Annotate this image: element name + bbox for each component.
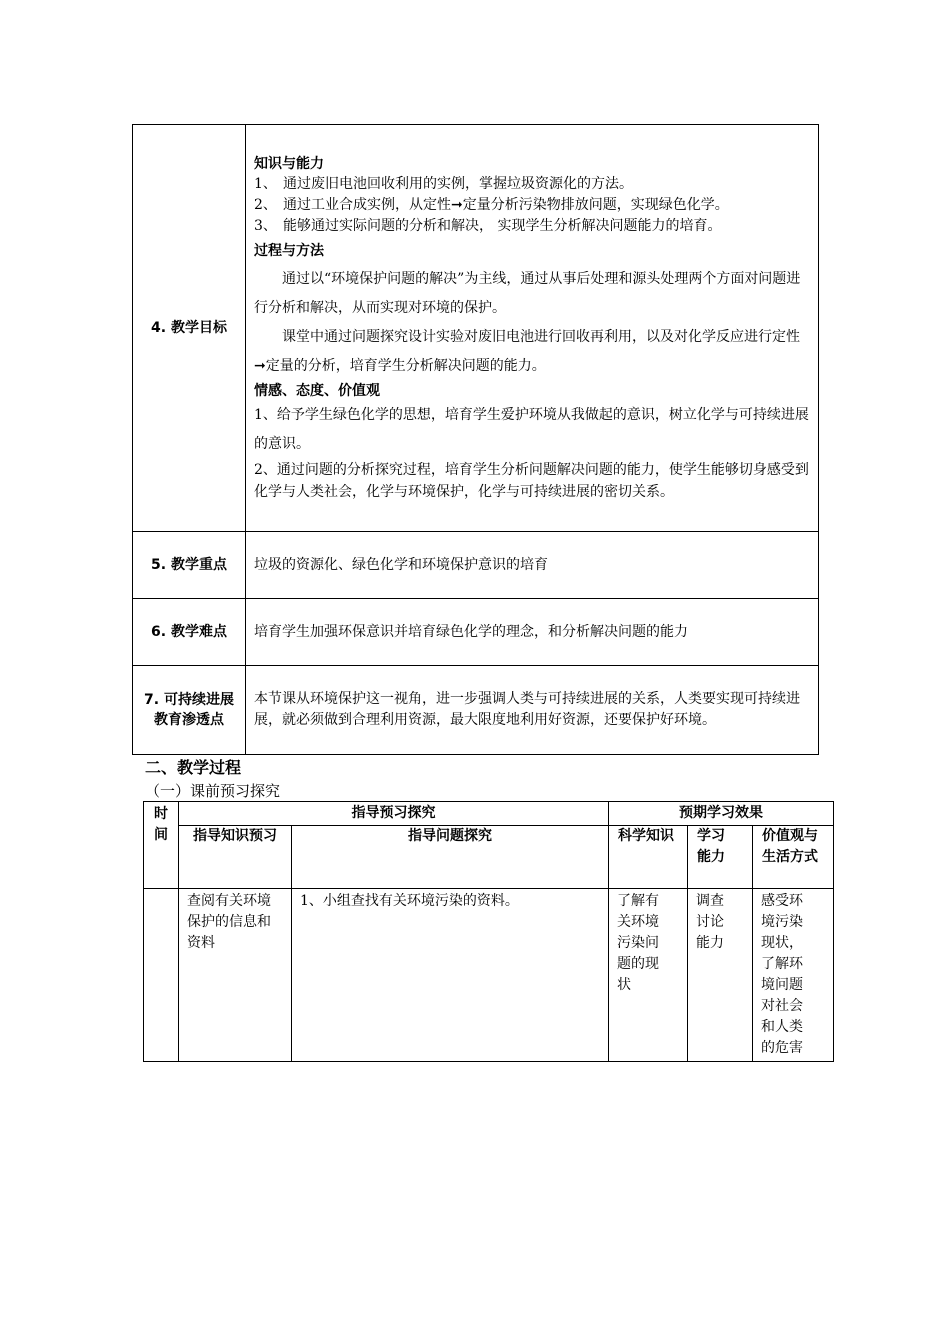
process-row	[144, 889, 834, 1062]
header-knowledge-preview: 指导知识预习	[179, 826, 292, 889]
cell-time	[144, 889, 179, 1062]
cell-science: 了解有关环境污染问题的现状	[609, 889, 688, 1062]
header-time: 时间	[144, 802, 179, 889]
cell-ability: 调查讨论能力	[688, 889, 753, 1062]
process-paragraph: 通过以“环境保护问题的解决”为主线，通过从事后处理和源头处理两个方面对问题进行分析和解决，从而实现对环境的保护。	[254, 270, 801, 316]
knowledge-item: 3、 能够通过实际问题的分析和解决， 实现学生分析解决问题能力的培育。	[254, 217, 722, 234]
section-title: 二、教学过程	[145, 758, 242, 777]
difficulties-label: 6. 教学难点	[133, 599, 246, 666]
process-title: 过程与方法	[254, 242, 324, 259]
objectives-content	[246, 125, 819, 532]
emotion-item: 2、通过问题的分析探究过程，培育学生分析问题解决问题的能力，使学生能够切身感受到化学与人类社会，化学与环境保护，化学与可持续进展的密切关系。	[254, 461, 809, 500]
difficulties-text: 培育学生加强环保意识并培育绿色化学的理念，和分析解决问题的能力	[246, 599, 819, 666]
difficulties-row	[133, 599, 819, 666]
knowledge-title: 知识与能力	[254, 155, 324, 172]
cell-problem-inquiry: 1、小组查找有关环境污染的资料。	[292, 889, 609, 1062]
header-ability: 学习能力	[688, 826, 753, 889]
teaching-plan-table	[132, 124, 819, 755]
sustainable-text: 本节课从环境保护这一视角，进一步强调人类与可持续进展的关系，人类要实现可持续进展，就必须做到合理利用资源，最大限度地利用好资源，还要保护好环境。	[246, 666, 819, 755]
key-points-label: 5. 教学重点	[133, 532, 246, 599]
objectives-row	[133, 125, 819, 532]
section-subtitle: （一）课前预习探究	[145, 782, 281, 800]
emotion-item: 1、给予学生绿色化学的思想，培育学生爱护环境从我做起的意识，树立化学与可持续进展的意识。	[254, 406, 809, 452]
header-guide: 指导预习探究	[179, 802, 609, 826]
knowledge-item: 2、 通过工业合成实例，从定性➞定量分析污染物排放问题，实现绿色化学。	[254, 196, 729, 213]
cell-knowledge-preview: 查阅有关环境保护的信息和资料	[179, 889, 292, 1062]
header-expected: 预期学习效果	[609, 802, 834, 826]
emotion-title: 情感、态度、价值观	[254, 382, 380, 399]
header-values: 价值观与生活方式	[753, 826, 834, 889]
process-subheader-row	[144, 826, 834, 889]
process-table	[143, 801, 834, 1062]
sustainable-row	[133, 666, 819, 755]
header-science: 科学知识	[609, 826, 688, 889]
key-points-text: 垃圾的资源化、绿色化学和环境保护意识的培育	[246, 532, 819, 599]
key-points-row	[133, 532, 819, 599]
knowledge-item: 1、 通过废旧电池回收利用的实例，掌握垃圾资源化的方法。	[254, 175, 633, 192]
process-header-row	[144, 802, 834, 826]
sustainable-label: 7. 可持续进展教育渗透点	[133, 666, 246, 755]
cell-values: 感受环境污染现状，了解环境问题对社会和人类的危害	[753, 889, 834, 1062]
process-paragraph: 课堂中通过问题探究设计实验对废旧电池进行回收再利用，以及对化学反应进行定性➞定量的分析，培育学生分析解决问题的能力。	[254, 328, 800, 374]
header-problem-inquiry: 指导问题探究	[292, 826, 609, 889]
objectives-label: 4. 教学目标	[133, 125, 246, 532]
